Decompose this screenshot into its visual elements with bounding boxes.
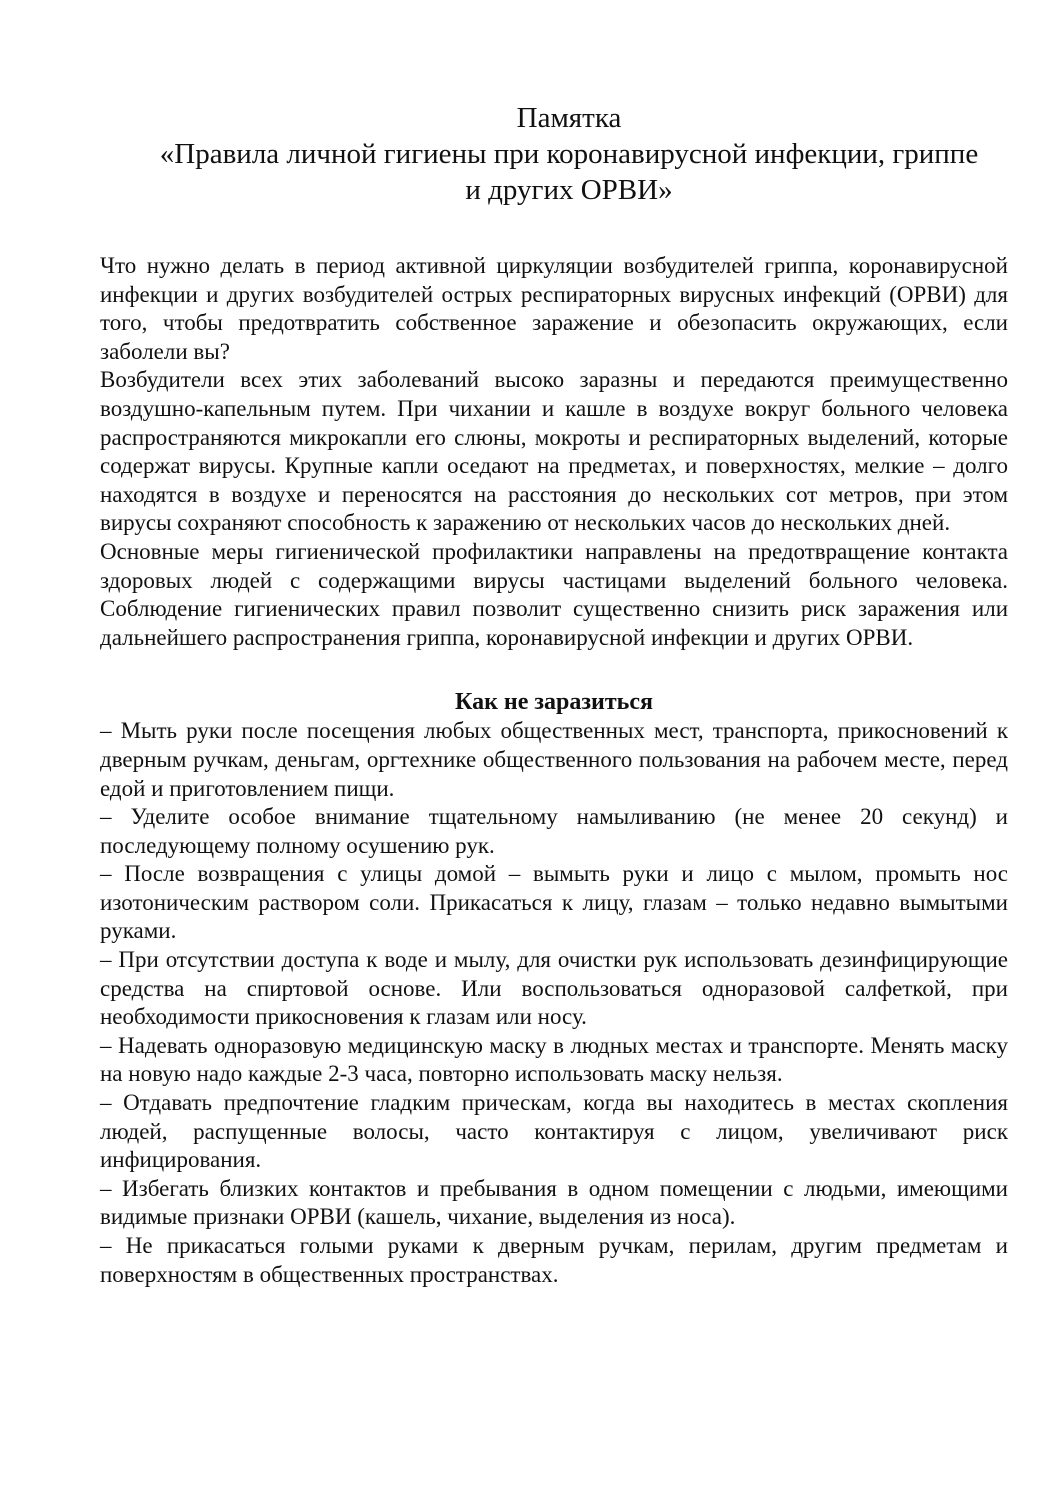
section-heading: Как не заразиться: [455, 689, 653, 716]
title-line-2: «Правила личной гигиены при коронавирусной инфекции, гриппе: [159, 138, 979, 170]
rule-item: – При отсутствии доступа к воде и мылу, для очистки рук использовать дезинфицирующие средства на спиртовой основе. Или воспользоваться одноразовой салфеткой, при необходимости прикосновения к глазам или носу.: [100, 947, 1008, 1030]
rule-item: – Мыть руки после посещения любых общественных мест, транспорта, прикосновений к дверным ручкам, деньгам, оргтехнике общественного пользования на рабочем месте, перед едой и приготовлением пищи.: [100, 718, 1008, 801]
rule-item: – Отдавать предпочтение гладким прическам, когда вы находитесь в местах скопления людей, распущенные волосы, часто контактируя с лицом, увеличивают риск инфицирования.: [100, 1090, 1008, 1173]
intro-paragraph: Что нужно делать в период активной циркуляции возбудителей гриппа, коронавирусной инфекции и других возбудителей острых респираторных вирусных инфекций (ОРВИ) для того, чтобы предотвратить собственное заражение и обезопасить окружающих, если заболели вы?: [100, 253, 1008, 364]
rule-item: – Надевать одноразовую медицинскую маску в людных местах и транспорте. Менять маску на новую надо каждые 2-3 часа, повторно использовать маску нельзя.: [100, 1032, 1008, 1087]
intro-section: [100, 252, 1008, 652]
title-line-1: Памятка: [516, 102, 622, 134]
rule-item: – Не прикасаться голыми руками к дверным ручкам, перилам, другим предметам и поверхностям в общественных пространствах.: [100, 1233, 1008, 1287]
rules-list: [100, 717, 1008, 1289]
document-title: [100, 100, 1008, 208]
document-page: [100, 100, 1008, 1289]
intro-paragraph: Основные меры гигиенической профилактики направлены на предотвращение контакта здоровых людей с содержащими вирусы частицами выделений больного человека. Соблюдение гигиенических правил позволит существенно снизить риск заражения или дальнейшего распространения гриппа, коронавирусной инфекции и других ОРВИ.: [100, 538, 1008, 650]
intro-paragraph: Возбудители всех этих заболеваний высоко заразны и передаются преимущественно воздушно-капельным путем. При чихании и кашле в воздухе вокруг больного человека распространяются микрокапли его слюны, мокроты и респираторных выделений, которые содержат вирусы. Крупные капли оседают на предметах, и поверхностях, мелкие – долго находятся в воздухе и переносятся на расстояния до нескольких сот метров, при этом вирусы сохраняют способность к заражению от нескольких часов до нескольких дней.: [100, 367, 1008, 536]
rule-item: – Избегать близких контактов и пребывания в одном помещении с людьми, имеющими видимые признаки ОРВИ (кашель, чихание, выделения из носа).: [100, 1175, 1008, 1230]
rule-item: – После возвращения с улицы домой – вымыть руки и лицо с мылом, промыть нос изотоническим раствором соли. Прикасаться к лицу, глазам – только недавно вымытыми руками.: [100, 861, 1008, 944]
rule-item: – Уделите особое внимание тщательному намыливанию (не менее 20 секунд) и последующему полному осушению рук.: [100, 804, 1008, 858]
title-line-3: и других ОРВИ»: [465, 174, 673, 206]
